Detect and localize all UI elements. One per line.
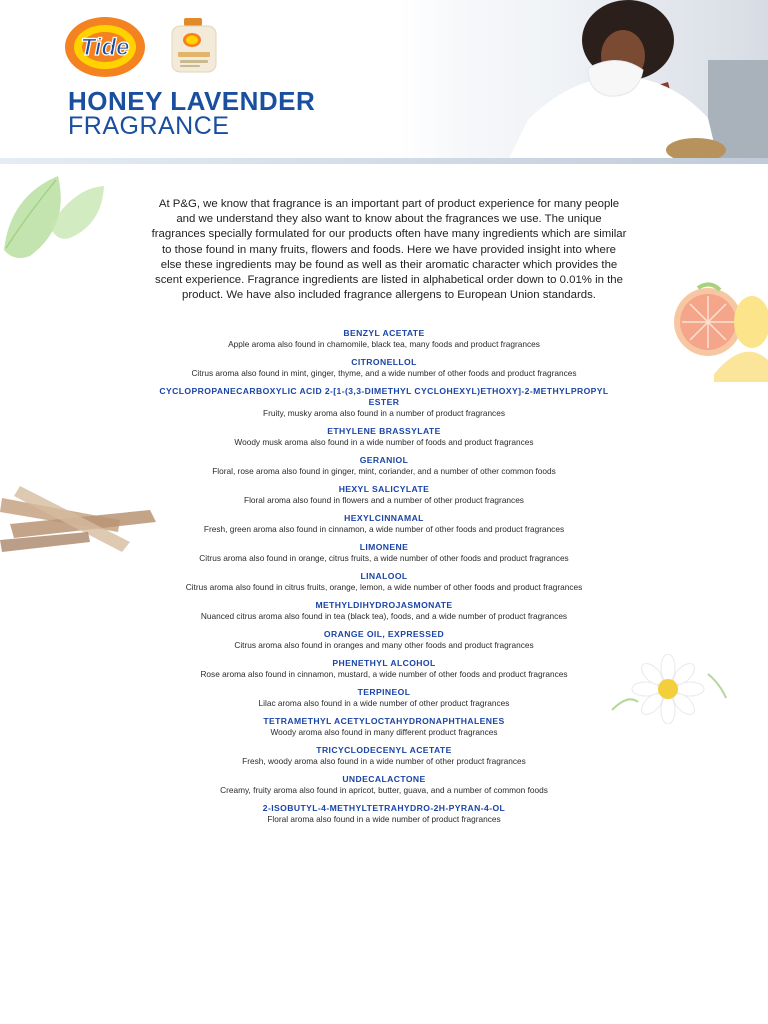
ingredient-item — [150, 513, 618, 535]
ingredient-item — [150, 484, 618, 506]
ingredient-description: Creamy, fruity aroma also found in apricot, butter, guava, and a number of common foods — [220, 785, 548, 795]
ingredient-description: Rose aroma also found in cinnamon, mustard, a wide number of other foods and product fragrances — [200, 669, 568, 679]
ingredient-name: HEXYL SALICYLATE — [338, 484, 430, 494]
header-divider — [0, 158, 768, 164]
tide-logo — [64, 16, 146, 78]
chamomile-flower-image — [608, 654, 728, 724]
ingredient-description: Fruity, musky aroma also found in a number of product fragrances — [263, 408, 505, 418]
ingredient-name: TERPINEOL — [357, 687, 411, 697]
ingredient-description: Citrus aroma also found in mint, ginger, thyme, and a wide number of other foods and product fragrances — [191, 368, 577, 378]
ingredient-description: Citrus aroma also found in oranges and many other foods and product fragrances — [234, 640, 534, 650]
intro-paragraph: At P&G, we know that fragrance is an important part of product experience for many people and we understand they also want to know about the fragrances we use. The unique fragrances specially formulated for our products often have many ingredients which are similar to those found in many fruits, flowers and foods. Here we have provided insight into where else these ingredients may be found as well as their aromatic character which provides the scent experience. Fragrance ingredients are listed in alphabetical order down to 0.01% in the product. We have also included fragrance allergens to European Union standards. — [151, 198, 627, 302]
ingredient-name: LIMONENE — [359, 542, 409, 552]
ingredient-description: Citrus aroma also found in orange, citrus fruits, a wide number of other foods and product fragrances — [199, 553, 569, 563]
ingredient-description: Fresh, green aroma also found in cinnamon, a wide number of other foods and product fragrances — [203, 524, 565, 534]
ingredient-description: Fresh, woody aroma also found in a wide number of other product fragrances — [242, 756, 526, 766]
ingredient-description: Floral, rose aroma also found in ginger, mint, coriander, and a number of other common foods — [212, 466, 556, 476]
ingredient-name: PHENETHYL ALCOHOL — [332, 658, 436, 668]
grapefruit-lemon-image — [668, 282, 768, 382]
woman-with-laundry-image — [468, 0, 768, 160]
ingredient-description: Nuanced citrus aroma also found in tea (black tea), foods, and a wide number of product fragrances — [200, 611, 568, 621]
ingredient-name: UNDECALACTONE — [342, 774, 426, 784]
ingredient-name: TRICYCLODECENYL ACETATE — [316, 745, 452, 755]
ingredient-item — [150, 600, 618, 622]
ingredient-description: Woody aroma also found in many different product fragrances — [270, 727, 498, 737]
ingredient-item — [150, 687, 618, 709]
header — [0, 0, 768, 162]
ingredient-item — [150, 542, 618, 564]
ingredient-item — [150, 716, 618, 738]
ingredient-name: 2-ISOBUTYL-4-METHYLTETRAHYDRO-2H-PYRAN-4-OL — [262, 803, 506, 813]
ingredient-description: Apple aroma also found in chamomile, black tea, many foods and product fragrances — [228, 339, 540, 349]
ingredient-description: Woody musk aroma also found in a wide number of foods and product fragrances — [234, 437, 534, 447]
ingredient-description: Floral aroma also found in a wide number of product fragrances — [267, 814, 501, 824]
ingredient-item — [150, 803, 618, 825]
ingredient-name: ETHYLENE BRASSYLATE — [327, 426, 441, 436]
ingredient-description: Citrus aroma also found in citrus fruits, orange, lemon, a wide number of other foods and product fragrances — [185, 582, 583, 592]
ingredient-item — [150, 455, 618, 477]
sandalwood-sticks-image — [0, 480, 165, 560]
ingredient-item — [150, 357, 618, 379]
page-subtitle: FRAGRANCE — [68, 112, 230, 140]
ingredient-item — [150, 774, 618, 796]
ingredient-item — [150, 328, 618, 350]
ingredient-description: Lilac aroma also found in a wide number of other product fragrances — [258, 698, 510, 708]
ingredient-item — [150, 629, 618, 651]
ingredient-description: Floral aroma also found in flowers and a number of other product fragrances — [244, 495, 524, 505]
ingredient-item — [150, 571, 618, 593]
ingredient-name: GERANIOL — [359, 455, 409, 465]
ingredient-name: ORANGE OIL, EXPRESSED — [323, 629, 445, 639]
ingredient-name: HEXYLCINNAMAL — [344, 513, 424, 523]
ingredient-name: LINALOOL — [360, 571, 408, 581]
tide-logo-text: Tide — [80, 34, 130, 61]
ingredient-item — [150, 426, 618, 448]
page-title: HONEY LAVENDER — [68, 86, 316, 116]
ingredient-name: CITRONELLOL — [351, 357, 417, 367]
ingredient-name: CYCLOPROPANECARBOXYLIC ACID 2-[1-(3,3-DIMETHYL CYCLOHEXYL)ETHOXY]-2-METHYLPROPYL ESTER — [159, 386, 609, 407]
product-bottle-image — [168, 18, 220, 74]
ingredient-item — [150, 745, 618, 767]
ingredient-name: BENZYL ACETATE — [343, 328, 425, 338]
ingredient-list — [150, 328, 618, 832]
ingredient-name: METHYLDIHYDROJASMONATE — [315, 600, 453, 610]
ingredient-item — [150, 386, 618, 419]
mint-leaves-image — [0, 166, 110, 266]
ingredient-item — [150, 658, 618, 680]
ingredient-name: TETRAMETHYL ACETYLOCTAHYDRONAPHTHALENES — [263, 716, 505, 726]
